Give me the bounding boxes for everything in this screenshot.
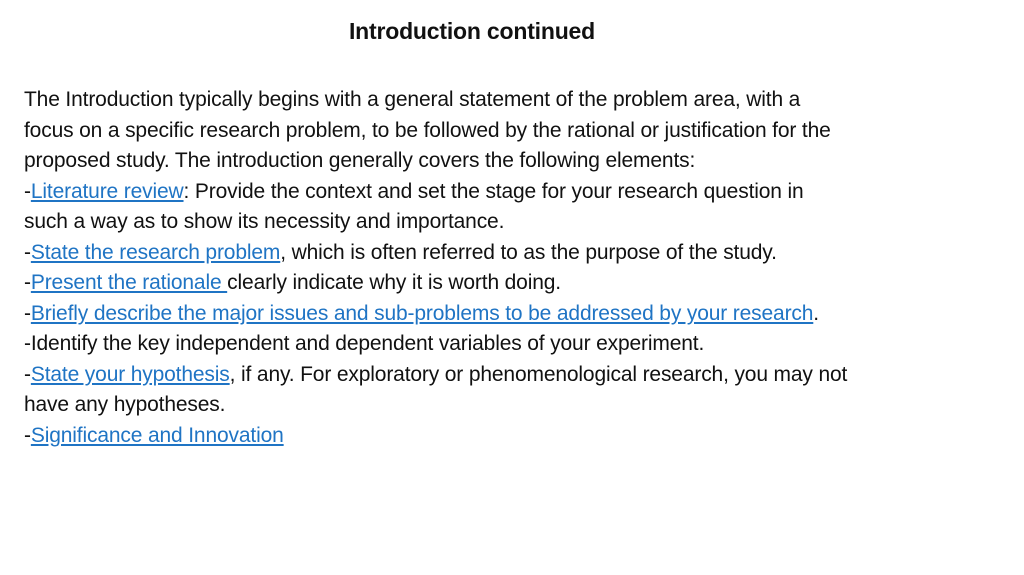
slide-title: Introduction continued [348, 18, 595, 44]
bullet-rationale [24, 268, 999, 299]
link-significance-innovation[interactable]: Significance and Innovation [30, 423, 284, 447]
bullet-dash: - [24, 301, 31, 325]
body-line-11: have any hypotheses. [24, 393, 226, 416]
bullet-hypothesis [24, 360, 999, 391]
body-line-1: The Introduction typically begins with a general statement of the problem area, with a [24, 88, 801, 111]
bullet-variables: -Identify the key independent and dependent variables of your experiment. [24, 332, 705, 355]
bullet-text: : Provide the context and set the stage for your research question in [183, 179, 804, 203]
bullet-literature-review [24, 177, 999, 208]
body-line-5: such a way as to show its necessity and importance. [24, 210, 505, 233]
bullet-research-problem [24, 238, 999, 269]
link-describe-major-issues[interactable]: Briefly describe the major issues and sub-problems to be addressed by your research [30, 301, 814, 325]
slide-body [24, 85, 999, 451]
bullet-dash: - [24, 240, 31, 264]
bullet-text: . [813, 301, 819, 325]
bullet-text: , if any. For exploratory or phenomenological research, you may not [229, 362, 848, 386]
link-state-research-problem[interactable]: State the research problem [30, 240, 281, 264]
bullet-dash: - [24, 179, 31, 203]
bullet-significance [24, 421, 999, 452]
bullet-dash: - [24, 271, 31, 294]
link-literature-review[interactable]: Literature review [30, 179, 184, 203]
body-line-3: proposed study. The introduction generally covers the following elements: [24, 149, 696, 172]
bullet-text: clearly indicate why it is worth doing. [227, 271, 561, 294]
link-state-hypothesis[interactable]: State your hypothesis [30, 362, 230, 386]
bullet-text: , which is often referred to as the purpose of the study. [280, 240, 777, 264]
body-line-2: focus on a specific research problem, to be followed by the rational or justification for the [24, 118, 831, 142]
bullet-dash: - [24, 423, 31, 447]
link-present-rationale[interactable]: Present the rationale [30, 271, 228, 294]
bullet-dash: - [24, 362, 31, 386]
bullet-major-issues [24, 299, 999, 330]
